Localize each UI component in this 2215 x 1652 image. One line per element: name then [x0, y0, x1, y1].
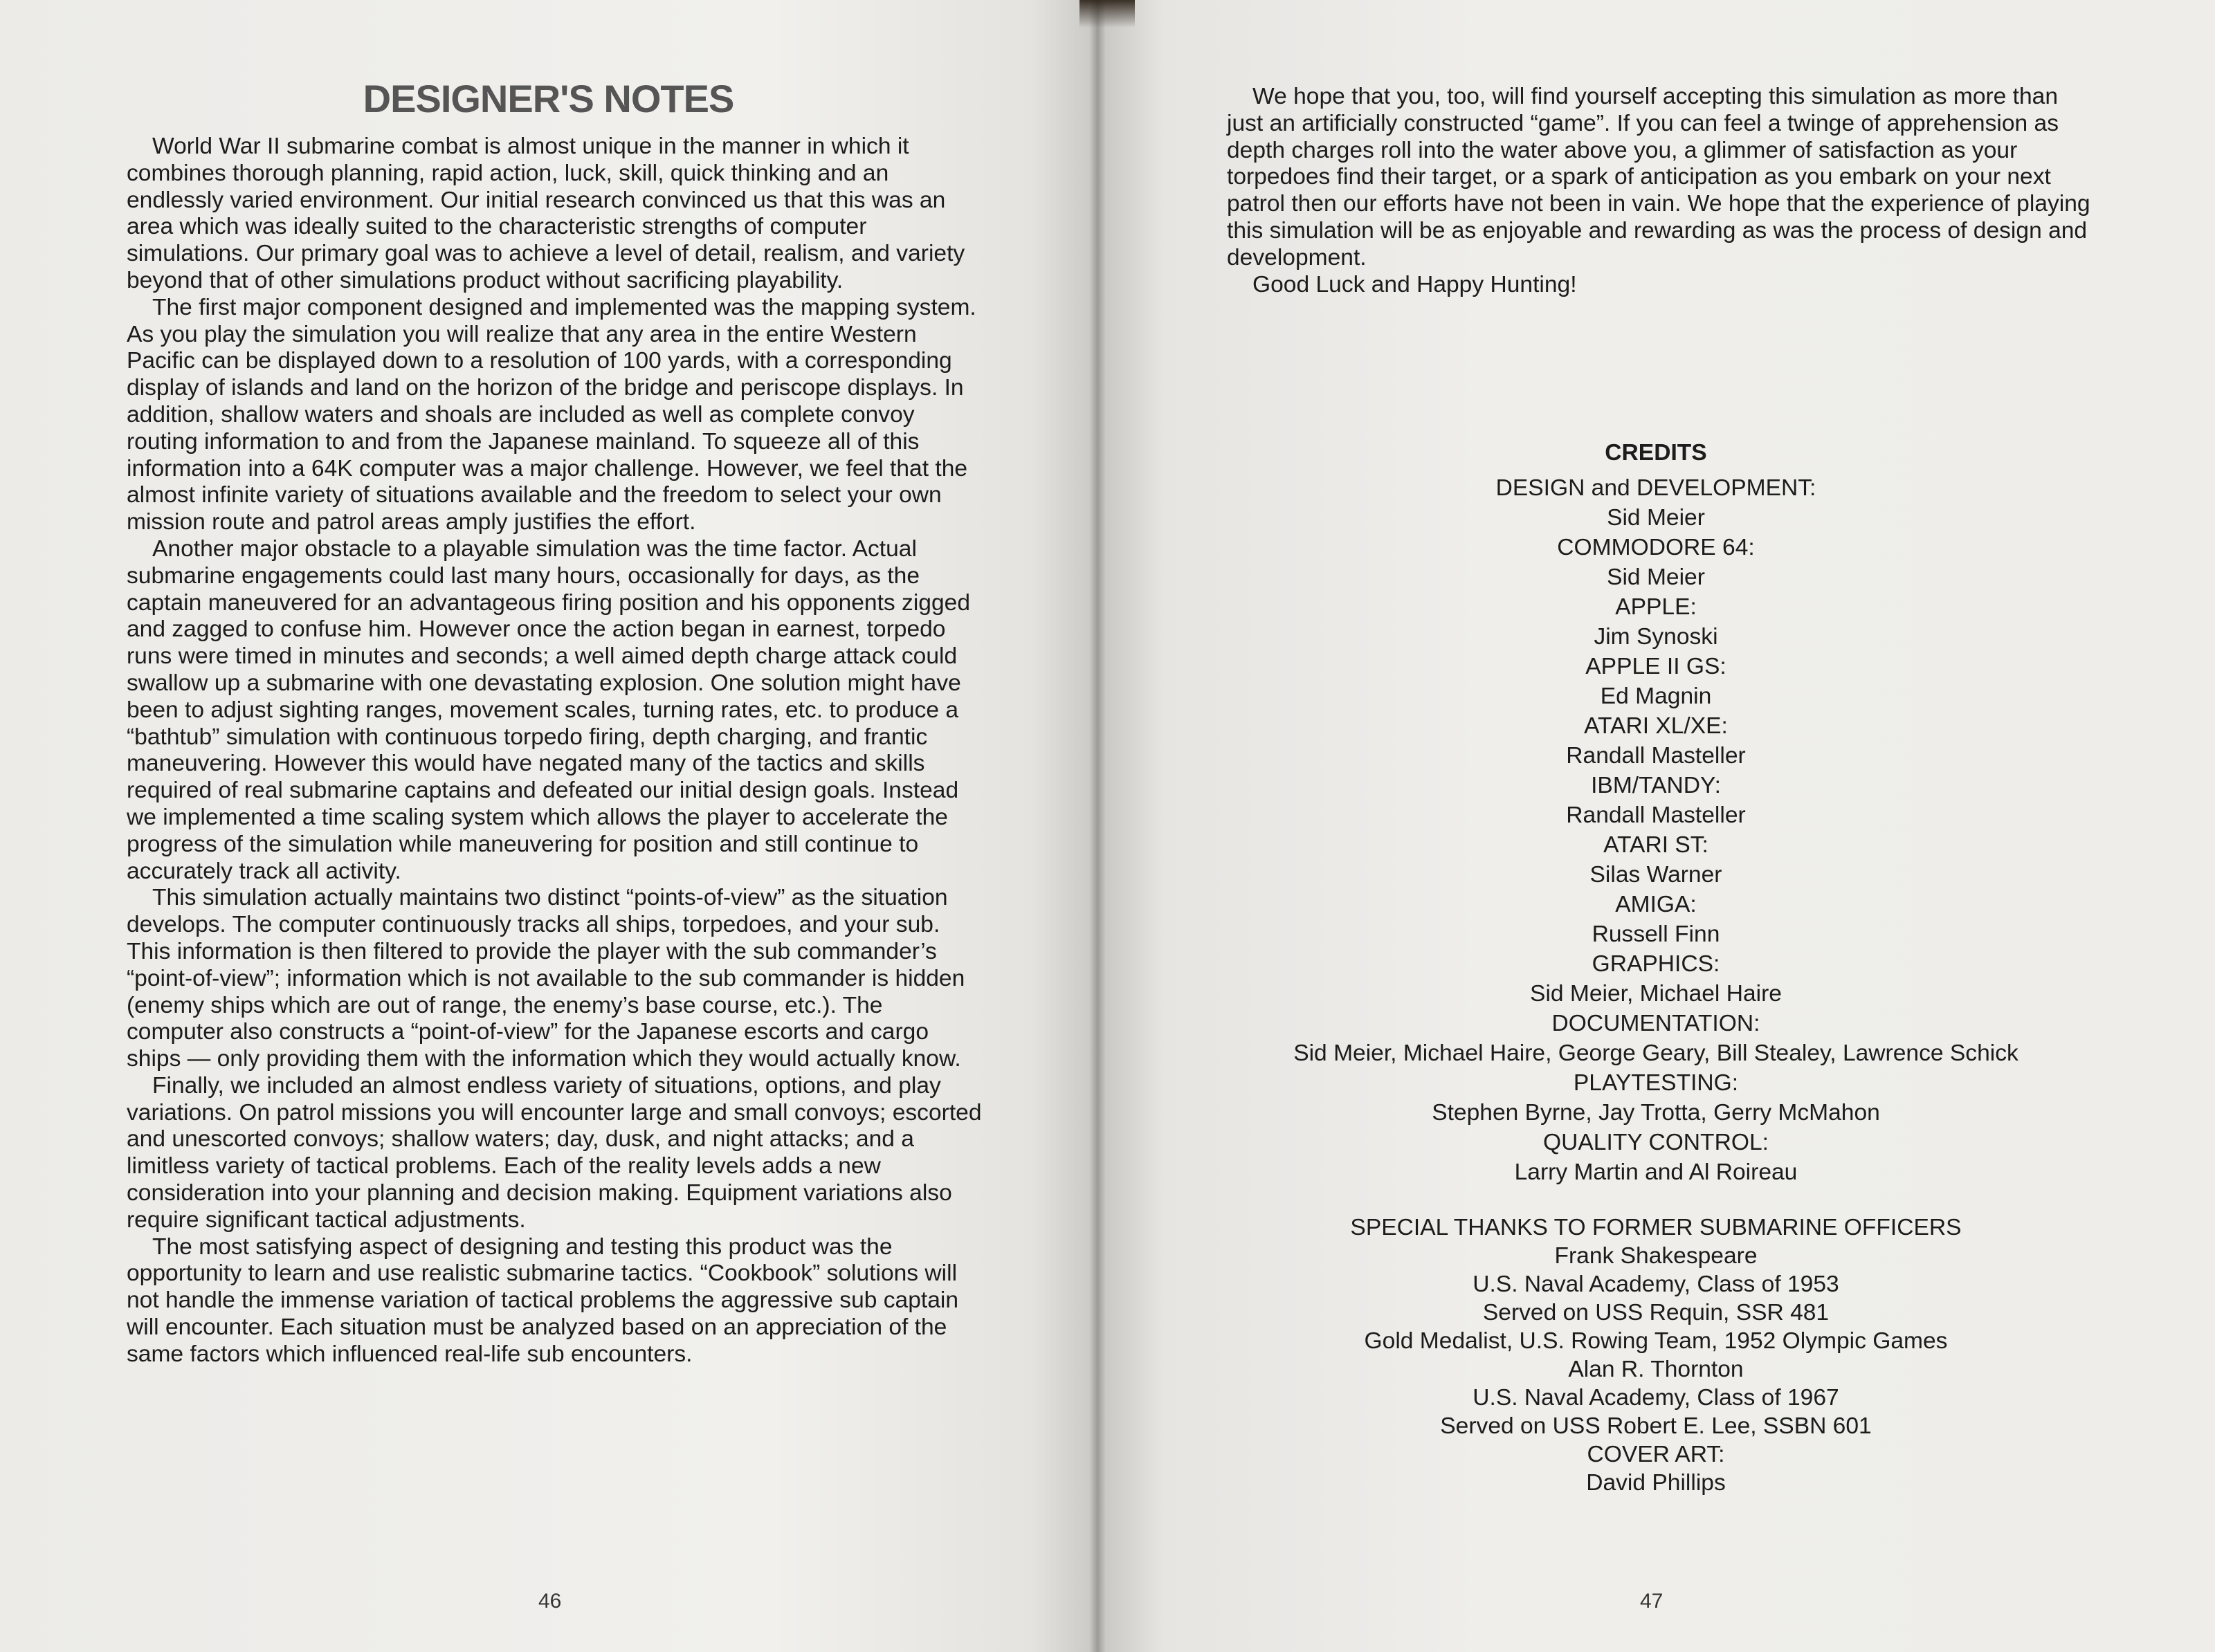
paragraph: World War II submarine combat is almost unique in the manner in which it combines thorough planning, rapid action, luck, skill, quick thinking and an endlessly varied environment. Our initial research convinced us that this was an area which was ideally suited to the characteristic strengths of computer simulations. Our primary goal was to achieve a level of detail, realism, and variety beyond that of other simulations product without sacrificing playability.	[127, 134, 965, 293]
paragraph: We hope that you, too, will find yourself accepting this simulation as more than just an artificially constructed “game”. If you can feel a twinge of apprehension as depth charges roll into the water above you, a glimmer of satisfaction as your torpedoes find their target, or a spark of anticipation as you embark on your next patrol then our efforts have not been in vain. We hope that the experience of playing this simulation will be as enjoyable and rewarding as was the process of design and development.	[1227, 84, 2090, 270]
credit-names: Sid Meier	[1607, 505, 1705, 531]
credit-names: Silas Warner	[1589, 862, 1722, 888]
credit-role: COMMODORE 64:	[1557, 535, 1755, 560]
page-title: DESIGNER'S NOTES	[363, 77, 734, 120]
thanks-line: Alan R. Thornton	[1568, 1357, 1744, 1382]
thanks-line: U.S. Naval Academy, Class of 1967	[1473, 1385, 1839, 1411]
paragraph: This simulation actually maintains two distinct “points-of-view” as the situation develops. The computer continuously tracks all ships, torpedoes, and your sub. This information is then filtered to provide the player with the sub commander’s “point-of-view”; information which is not available to the sub commander is hidden (enemy ships which are out of range, the enemy’s base course, etc.). The computer also constructs a “point-of-view” for the Japanese escorts and cargo ships — only providing them with the information which they would actually know.	[127, 885, 965, 1072]
credit-role: PLAYTESTING:	[1573, 1070, 1739, 1096]
thanks-line: Gold Medalist, U.S. Rowing Team, 1952 Olympic Games	[1364, 1328, 1948, 1354]
special-thanks	[1097, 1213, 2215, 1497]
paragraph: The most satisfying aspect of designing and testing this product was the opportunity to learn and use realistic submarine tactics. “Cookbook” solutions will not handle the immense variation of tactical problems the aggressive sub captain will encounter. Each situation must be analyzed based on an appreciation of the same factors which influenced real-life sub encounters.	[127, 1233, 959, 1367]
credit-role: AMIGA:	[1615, 892, 1697, 917]
credit-names: Russell Finn	[1592, 921, 1720, 947]
thanks-line: U.S. Naval Academy, Class of 1953	[1473, 1272, 1839, 1297]
credit-names: Stephen Byrne, Jay Trotta, Gerry McMahon	[1432, 1100, 1880, 1126]
credit-role: ATARI XL/XE:	[1584, 713, 1728, 739]
paragraph: Finally, we included an almost endless variety of situations, options, and play variations. On patrol missions you will encounter large and small convoys; escorted and unescorted convoys; shallow waters; day, dusk, and night attacks; and a limitless variety of tactical problems. Each of the reality levels adds a new consideration into your planning and decision making. Equipment variations also require significant tactical adjustments.	[127, 1072, 982, 1233]
credit-role: APPLE II GS:	[1585, 654, 1726, 679]
spine-top-shadow	[1079, 0, 1135, 28]
credit-names: Larry Martin and Al Roireau	[1514, 1159, 1798, 1185]
credit-names: Sid Meier, Michael Haire	[1530, 981, 1782, 1007]
thanks-line: Frank Shakespeare	[1554, 1243, 1758, 1269]
page-number-right: 47	[1640, 1590, 1663, 1613]
paragraph: Good Luck and Happy Hunting!	[1252, 271, 1577, 297]
cover-art-role: COVER ART:	[1587, 1442, 1725, 1467]
page-number-left: 46	[538, 1590, 562, 1613]
credit-names: Jim Synoski	[1594, 624, 1718, 650]
designers-notes-body	[127, 134, 985, 1368]
credits-heading: CREDITS	[1605, 440, 1707, 466]
credit-names: Randall Masteller	[1566, 743, 1746, 769]
credit-role: DESIGN and DEVELOPMENT:	[1495, 475, 1816, 501]
special-thanks-heading: SPECIAL THANKS TO FORMER SUBMARINE OFFICERS	[1350, 1215, 1962, 1240]
credit-role: ATARI ST:	[1603, 832, 1708, 858]
credit-role: DOCUMENTATION:	[1551, 1011, 1760, 1036]
credit-role: APPLE:	[1615, 594, 1697, 620]
credit-names: Randall Masteller	[1566, 802, 1746, 828]
credit-names: Ed Magnin	[1600, 683, 1712, 709]
thanks-line: Served on USS Requin, SSR 481	[1482, 1300, 1830, 1325]
credit-role: IBM/TANDY:	[1591, 773, 1721, 798]
paragraph: The first major component designed and implemented was the mapping system. As you play the simulation you will realize that any area in the entire Western Pacific can be displayed down to a resolution of 100 yards, with a corresponding display of islands and land on the horizon of the bridge and periscope displays. In addition, shallow waters and shoals are included as well as complete convoy routing information to and from the Japanese mainland. To squeeze all of this information into a 64K computer was a major challenge. However, we feel that the almost infinite variety of situations available and the freedom to select your own mission route and patrol areas amply justifies the effort.	[127, 294, 976, 535]
thanks-line: Served on USS Robert E. Lee, SSBN 601	[1440, 1413, 1872, 1439]
paragraph: Another major obstacle to a playable simulation was the time factor. Actual submarine engagements could last many hours, occasionally for days, as the captain maneuvered for an advantageous firing position and his opponents zigged and zagged to confuse him. However once the action began in earnest, torpedo runs were timed in minutes and seconds; a well aimed depth charge attack could swallow up a submarine with one devastating explosion. One solution might have been to adjust sighting ranges, movement scales, turning rates, etc. to produce a “bathtub” simulation with continuous torpedo firing, depth charging, and frantic maneuvering. However this would have negated many of the tactics and skills required of real submarine captains and defeated our initial design goals. Instead we implemented a time scaling system which allows the player to accelerate the progress of the simulation while maneuvering for position and still continue to accurately track all activity.	[127, 535, 970, 884]
closing-notes-body	[1227, 84, 2092, 298]
credit-role: GRAPHICS:	[1592, 951, 1720, 977]
credit-names: Sid Meier, Michael Haire, George Geary, Bill Stealey, Lawrence Schick	[1293, 1040, 2018, 1066]
credit-names: Sid Meier	[1607, 565, 1705, 590]
cover-art-name: David Phillips	[1586, 1470, 1726, 1496]
credit-role: QUALITY CONTROL:	[1543, 1130, 1769, 1155]
credits-section	[1097, 436, 2215, 1497]
